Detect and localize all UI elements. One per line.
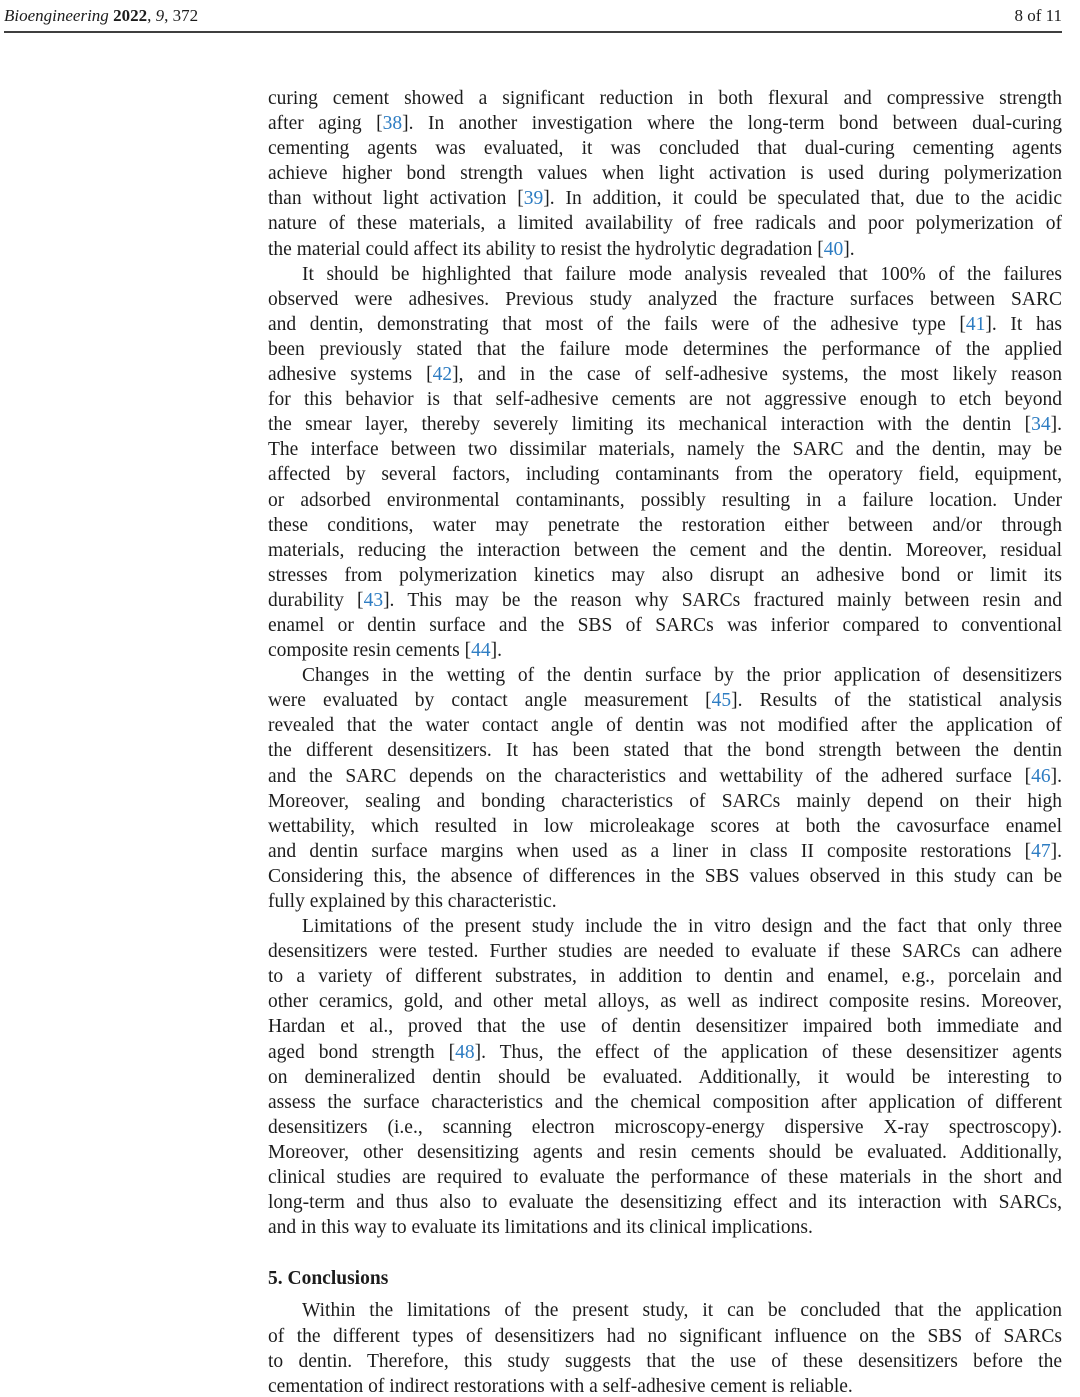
header-rule: [4, 31, 1062, 33]
paragraph: [268, 914, 1062, 1240]
citation-link[interactable]: 38: [382, 113, 403, 135]
text-line: achieve higher bond strength values when light activation is used during polymerization: [268, 163, 1062, 185]
citation-link[interactable]: 44: [471, 640, 491, 662]
text-line: revealed that the water contact angle of dentin was not modified after the application of: [268, 715, 1062, 737]
text-line: Within the limitations of the present study, it can be concluded that the application: [302, 1300, 1062, 1322]
text-line: observed were adhesives. Previous study analyzed the fracture surfaces between SARC: [268, 288, 1062, 310]
paragraph: [268, 86, 1062, 262]
paragraph: [268, 262, 1062, 664]
text-line: Moreover, sealing and bonding characteristics of SARCs mainly depend on their high: [268, 790, 1062, 812]
citation-link[interactable]: 48: [455, 1041, 475, 1063]
text-line: to dentin. Therefore, this study suggests that the use of these desensitizers before the: [268, 1350, 1062, 1372]
text-line: Limitations of the present study include the in vitro design and the fact that only three: [302, 916, 1062, 938]
text-line: and in this way to evaluate its limitations and its clinical implications.: [268, 1217, 813, 1239]
text-line: other ceramics, gold, and other metal alloys, as well as indirect composite resins. Moreover,: [268, 991, 1062, 1013]
citation-link[interactable]: 41: [965, 313, 986, 335]
text-line: cementation of indirect restorations with a self-adhesive cement is reliable.: [268, 1375, 853, 1397]
paragraph: [268, 663, 1062, 914]
text-line: and dentin, demonstrating that most of the fails were of the adhesive type [41]. It has: [268, 313, 1062, 335]
journal-citation: [4, 5, 198, 27]
text-line: stresses from polymerization kinetics may also disrupt an adhesive bond or limit its: [268, 564, 1062, 586]
text-line: affected by several factors, including contaminants from the operatory field, equipment,: [268, 464, 1062, 486]
text-line: nature of these materials, a limited availability of free radicals and poor polymerization of: [268, 213, 1062, 235]
text-line: to a variety of different substrates, in addition to dentin and enamel, e.g., porcelain and: [268, 966, 1062, 988]
text-line: Hardan et al., proved that the use of dentin desensitizer impaired both immediate and: [268, 1016, 1062, 1038]
text-line: adhesive systems [42], and in the case of self-adhesive systems, the most likely reason: [268, 364, 1062, 386]
text-line: been previously stated that the failure mode determines the performance of the applied: [268, 338, 1062, 360]
citation-link[interactable]: 46: [1031, 765, 1051, 787]
paragraph: [268, 1298, 1062, 1397]
text-line: Considering this, the absence of differences in the SBS values observed in this study can be: [268, 865, 1062, 887]
running-head: [4, 5, 1062, 27]
text-line: or adsorbed environmental contaminants, possibly resulting in a failure location. Under: [268, 489, 1062, 511]
text-line: curing cement showed a significant reduction in both flexural and compressive strength: [268, 88, 1062, 109]
text-line: these conditions, water may penetrate the restoration either between and/or through: [268, 514, 1062, 536]
text-line: clinical studies are required to evaluate the performance of these materials in the short and: [268, 1167, 1062, 1189]
citation-link[interactable]: 34: [1031, 414, 1051, 436]
journal-citation-segment: Bioengineering: [4, 6, 109, 25]
text-line: It should be highlighted that failure mode analysis revealed that 100% of the failures: [302, 263, 1062, 285]
journal-citation-segment: ,: [147, 6, 156, 25]
text-line: materials, reducing the interaction between the cement and the dentin. Moreover, residual: [268, 539, 1062, 561]
citation-link[interactable]: 42: [432, 364, 453, 386]
text-line: Changes in the wetting of the dentin surface by the prior application of desensitizers: [302, 665, 1062, 687]
citation-link[interactable]: 40: [823, 238, 844, 260]
text-line: were evaluated by contact angle measurement [45]. Results of the statistical analysis: [268, 690, 1062, 712]
text-line: and the SARC depends on the characteristics and wettability of the adhered surface [46].: [268, 765, 1062, 787]
text-line: for this behavior is that self-adhesive cements are not aggressive enough to etch beyond: [268, 389, 1062, 411]
text-line: desensitizers (i.e., scanning electron microscopy-energy dispersive X-ray spectroscopy).: [268, 1116, 1062, 1138]
text-line: and dentin surface margins when used as a liner in class II composite restorations [47].: [268, 840, 1062, 862]
text-line: enamel or dentin surface and the SBS of SARCs was inferior compared to conventional: [268, 614, 1062, 636]
citation-link[interactable]: 47: [1031, 840, 1051, 862]
text-line: cementing agents was evaluated, it was concluded that dual-curing cementing agents: [268, 138, 1062, 160]
text-line: long-term and thus also to evaluate the desensitizing effect and its interaction with SARCs,: [268, 1192, 1062, 1214]
text-line: than without light activation [39]. In addition, it could be speculated that, due to the acidic: [268, 188, 1062, 210]
text-line: the material could affect its ability to resist the hydrolytic degradation [40].: [268, 238, 855, 260]
citation-link[interactable]: 43: [363, 589, 384, 611]
text-line: of the different types of desensitizers had no significant influence on the SBS of SARCs: [268, 1325, 1062, 1347]
page-number-label: 8 of 11: [1014, 6, 1062, 25]
citation-link[interactable]: 45: [711, 690, 732, 712]
text-line: aged bond strength [48]. Thus, the effect of the application of these desensitizer agents: [268, 1041, 1062, 1063]
text-line: wettability, which resulted in low microleakage scores at both the cavosurface enamel: [268, 815, 1062, 837]
journal-citation-segment: 2022: [113, 6, 148, 25]
text-line: durability [43]. This may be the reason why SARCs fractured mainly between resin and: [268, 589, 1062, 611]
journal-citation-segment: , 372: [164, 6, 199, 25]
text-line: the different desensitizers. It has been stated that the bond strength between the dentin: [268, 740, 1062, 762]
text-line: desensitizers were tested. Further studies are needed to evaluate if these SARCs can adhere: [268, 941, 1062, 963]
text-line: composite resin cements [44].: [268, 640, 502, 662]
text-line: after aging [38]. In another investigation where the long-term bond between dual-curing: [268, 113, 1062, 135]
text-line: fully explained by this characteristic.: [268, 891, 557, 912]
text-line: the smear layer, thereby severely limiting its mechanical interaction with the dentin [34].: [268, 414, 1062, 436]
text-line: The interface between two dissimilar materials, namely the SARC and the dentin, may be: [268, 439, 1062, 461]
citation-link[interactable]: 39: [523, 188, 544, 210]
text-line: on demineralized dentin should be evaluated. Additionally, it would be interesting to: [268, 1066, 1062, 1088]
text-line: assess the surface characteristics and the chemical composition after application of different: [268, 1091, 1062, 1113]
journal-citation-segment: 9: [155, 6, 165, 25]
section-heading: 5. Conclusions: [268, 1268, 389, 1290]
text-line: Moreover, other desensitizing agents and resin cements should be evaluated. Additionally,: [268, 1141, 1062, 1163]
article-body: [268, 86, 1062, 1397]
